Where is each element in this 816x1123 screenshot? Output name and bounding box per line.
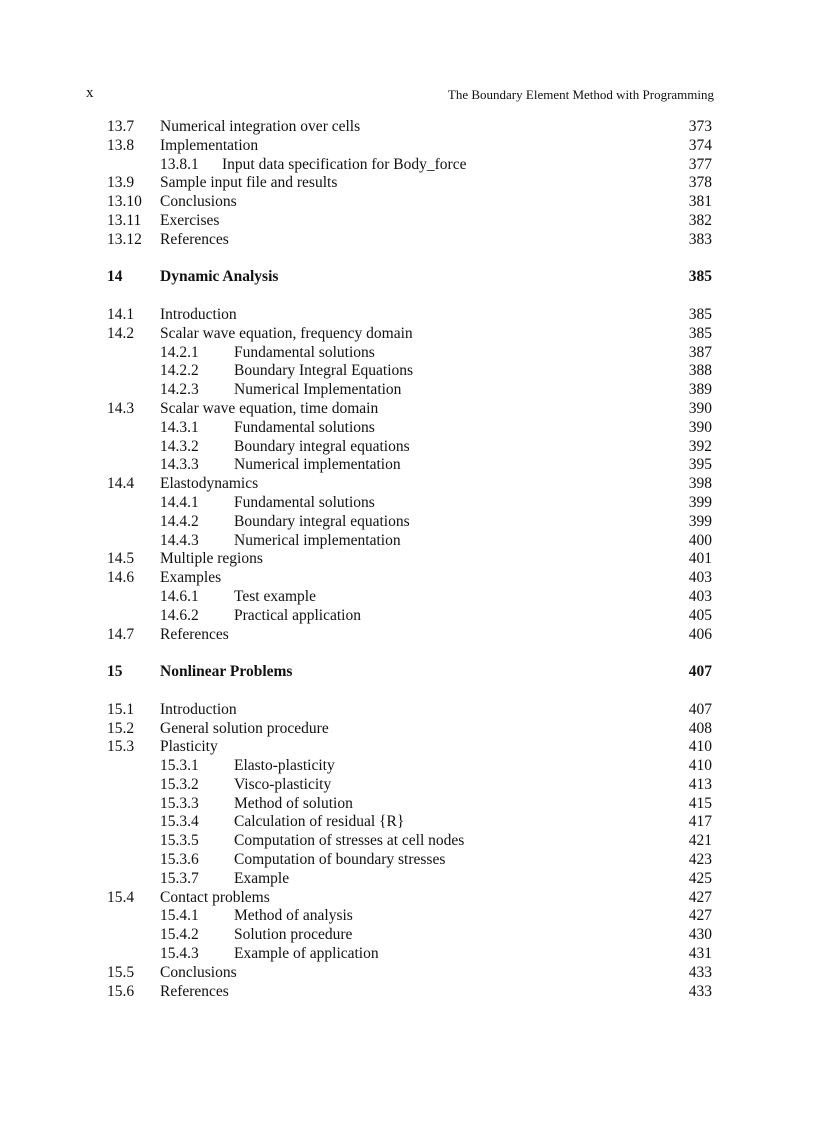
toc-entry-page: 377 [688,155,712,173]
toc-entry-page: 378 [688,174,712,192]
toc-entry-title: Multiple regions [160,550,263,568]
toc-subsection-row [0,588,816,607]
toc-entry-title: Introduction [160,700,237,718]
toc-entry-page: 399 [688,493,712,511]
toc-entry-number: 14.3 [107,399,135,417]
toc-entry-title: Boundary Integral Equations [234,362,414,380]
toc-entry-page: 430 [688,926,712,944]
toc-entry-number: 14.4 [107,475,135,493]
toc-entry-title: Contact problems [160,888,270,906]
toc-entry-title: Method of solution [234,794,353,812]
toc-section-row [0,626,816,645]
toc-subsection-row [0,494,816,513]
toc-entry-page: 415 [688,794,712,812]
toc-entry-number: 14.3.2 [160,437,199,455]
toc-entry-title: Example [234,869,290,887]
toc-entry-page: 427 [688,888,712,906]
toc-entry-number: 13.8.1 [160,155,199,173]
toc-subsection-row [0,851,816,870]
toc-entry-number: 15.4.1 [160,907,199,925]
toc-entry-number: 15.4 [107,888,135,906]
toc-section-row [0,212,816,231]
toc-entry-title: Sample input file and results [160,174,338,192]
toc-section-row [0,193,816,212]
toc-entry-title: General solution procedure [160,719,329,737]
toc-section-row [0,137,816,156]
toc-entry-number: 13.10 [107,193,142,211]
toc-entry-page: 388 [688,362,712,380]
toc-entry-title: Dynamic Analysis [160,268,279,286]
toc-entry-title: Implementation [160,136,259,154]
toc-entry-title: Input data specification for Body_force [222,155,467,173]
toc-entry-number: 15.3.7 [160,869,199,887]
toc-entry-title: References [160,230,229,248]
toc-subsection-row [0,419,816,438]
toc-entry-title: Test example [234,587,316,605]
toc-subsection-row [0,907,816,926]
toc-entry-title: Fundamental solutions [234,493,375,511]
toc-entry-page: 392 [688,437,712,455]
toc-entry-title: Elasto-plasticity [234,757,335,775]
toc-entry-title: Nonlinear Problems [160,663,293,681]
toc-entry-number: 14.2.2 [160,362,199,380]
toc-entry-number: 15 [107,663,123,681]
toc-entry-number: 15.4.3 [160,945,199,963]
toc-entry-number: 14.6 [107,569,135,587]
toc-entry-title: Calculation of residual {R} [234,813,405,831]
toc-entry-number: 14.6.2 [160,606,199,624]
toc-entry-page: 410 [688,757,712,775]
toc-entry-number: 13.8 [107,136,135,154]
toc-entry-title: Numerical integration over cells [160,118,361,135]
toc-subsection-row [0,757,816,776]
toc-entry-title: Practical application [234,606,361,624]
toc-entry-title: Numerical implementation [234,531,401,549]
toc-entry-page: 421 [688,832,712,850]
toc-subsection-row [0,381,816,400]
toc-entry-page: 405 [688,606,712,624]
toc-entry-page: 387 [688,343,712,361]
toc-section-row [0,231,816,250]
toc-entry-number: 15.6 [107,982,135,1000]
toc-entry-number: 15.3.1 [160,757,199,775]
toc-entry-title: Boundary integral equations [234,512,410,530]
toc-entry-title: Numerical implementation [234,456,401,474]
toc-entry-page: 407 [688,700,712,718]
toc-entry-number: 14.6.1 [160,587,199,605]
toc-entry-number: 15.3.3 [160,794,199,812]
toc-entry-page: 403 [688,569,712,587]
toc-subsection-row [0,813,816,832]
toc-section-row [0,475,816,494]
toc-entry-title: Scalar wave equation, frequency domain [160,324,413,342]
toc-entry-title: Conclusions [160,193,237,211]
toc-entry-number: 14.7 [107,625,135,643]
toc-entry-title: Boundary integral equations [234,437,410,455]
toc-entry-number: 14.3.3 [160,456,199,474]
toc-chapter-row [0,268,816,287]
toc-entry-number: 15.3.2 [160,775,199,793]
toc-entry-title: Solution procedure [234,926,353,944]
toc-entry-title: Computation of stresses at cell nodes [234,832,465,850]
toc-entry-title: Numerical Implementation [234,381,402,399]
toc-subsection-row [0,362,816,381]
toc-entry-number: 15.2 [107,719,135,737]
toc-subsection-row [0,344,816,363]
toc-entry-page: 398 [688,475,712,493]
header-book-title: The Boundary Element Method with Programming [447,87,714,102]
toc-entry-title: Exercises [160,211,220,229]
toc-entry-title: Fundamental solutions [234,343,375,361]
toc-entry-page: 373 [688,118,712,135]
toc-entry-title: Conclusions [160,963,237,981]
toc-entry-page: 390 [688,418,712,436]
toc-entry-title: Method of analysis [234,907,353,925]
toc-entry-number: 13.12 [107,230,142,248]
toc-subsection-row [0,776,816,795]
toc-entry-page: 403 [688,587,712,605]
toc-entry-page: 385 [688,324,712,342]
toc-entry-number: 13.7 [107,118,135,135]
toc-subsection-row [0,945,816,964]
toc-entry-title: Introduction [160,305,237,323]
toc-entry-number: 15.5 [107,963,135,981]
toc-entry-number: 14.2 [107,324,135,342]
toc-section-row [0,889,816,908]
toc-subsection-row [0,795,816,814]
toc-section-row [0,701,816,720]
toc-entry-page: 417 [688,813,712,831]
toc-entry-page: 433 [688,982,712,1000]
table-of-contents [0,118,816,1001]
toc-subsection-row [0,456,816,475]
toc-entry-page: 382 [688,211,712,229]
toc-entry-title: Computation of boundary stresses [234,851,446,869]
toc-entry-page: 427 [688,907,712,925]
toc-entry-title: Scalar wave equation, time domain [160,399,379,417]
toc-entry-page: 413 [688,775,712,793]
toc-entry-page: 400 [688,531,712,549]
toc-entry-page: 425 [688,869,712,887]
toc-entry-title: References [160,982,229,1000]
toc-entry-title: References [160,625,229,643]
toc-entry-page: 410 [688,738,712,756]
toc-entry-page: 383 [688,230,712,248]
toc-section-row [0,174,816,193]
toc-entry-number: 15.3.6 [160,851,199,869]
toc-entry-number: 15.3 [107,738,135,756]
toc-section-row [0,550,816,569]
toc-entry-page: 390 [688,399,712,417]
header-page-number: x [86,85,94,101]
toc-entry-number: 14.2.3 [160,381,199,399]
toc-entry-number: 13.11 [107,211,142,229]
toc-entry-number: 15.3.5 [160,832,199,850]
toc-entry-title: Visco-plasticity [234,775,332,793]
toc-entry-page: 408 [688,719,712,737]
toc-section-row [0,738,816,757]
toc-subsection-row [0,513,816,532]
toc-entry-page: 385 [688,268,712,286]
toc-section-row [0,720,816,739]
toc-section-row [0,118,816,137]
toc-subsection-row [0,607,816,626]
toc-chapter-row [0,663,816,682]
toc-entry-number: 14.4.3 [160,531,199,549]
toc-entry-number: 15.4.2 [160,926,199,944]
toc-entry-number: 13.9 [107,174,135,192]
toc-entry-number: 14.4.1 [160,493,199,511]
toc-entry-page: 431 [688,945,712,963]
toc-entry-page: 399 [688,512,712,530]
toc-entry-page: 407 [688,663,712,681]
toc-section-row [0,964,816,983]
toc-entry-number: 14.5 [107,550,135,568]
toc-section-row [0,983,816,1002]
toc-entry-number: 15.3.4 [160,813,199,831]
toc-entry-page: 395 [688,456,712,474]
toc-entry-title: Fundamental solutions [234,418,375,436]
toc-entry-page: 401 [688,550,712,568]
toc-subsection-row [0,832,816,851]
toc-subsection-row [0,532,816,551]
toc-entry-number: 14.4.2 [160,512,199,530]
toc-entry-number: 14.2.1 [160,343,199,361]
toc-entry-number: 14 [107,268,123,286]
toc-section-row [0,306,816,325]
toc-entry-page: 406 [688,625,712,643]
toc-entry-title: Examples [160,569,222,587]
toc-entry-page: 433 [688,963,712,981]
toc-entry-number: 15.1 [107,700,135,718]
toc-entry-number: 14.1 [107,305,135,323]
toc-entry-title: Plasticity [160,738,218,756]
toc-section-row [0,569,816,588]
toc-subsection-row [0,926,816,945]
toc-section-row [0,400,816,419]
toc-entry-title: Elastodynamics [160,475,259,493]
toc-entry-page: 385 [688,305,712,323]
running-header [86,85,714,105]
toc-entry-number: 14.3.1 [160,418,199,436]
toc-entry-page: 423 [688,851,712,869]
toc-section-row [0,325,816,344]
toc-entry-page: 374 [688,136,712,154]
toc-subsection-row [0,870,816,889]
toc-entry-page: 381 [688,193,712,211]
toc-subsection-row [0,438,816,457]
toc-entry-title: Example of application [234,945,379,963]
toc-entry-page: 389 [688,381,712,399]
toc-subsection-row [0,156,816,175]
